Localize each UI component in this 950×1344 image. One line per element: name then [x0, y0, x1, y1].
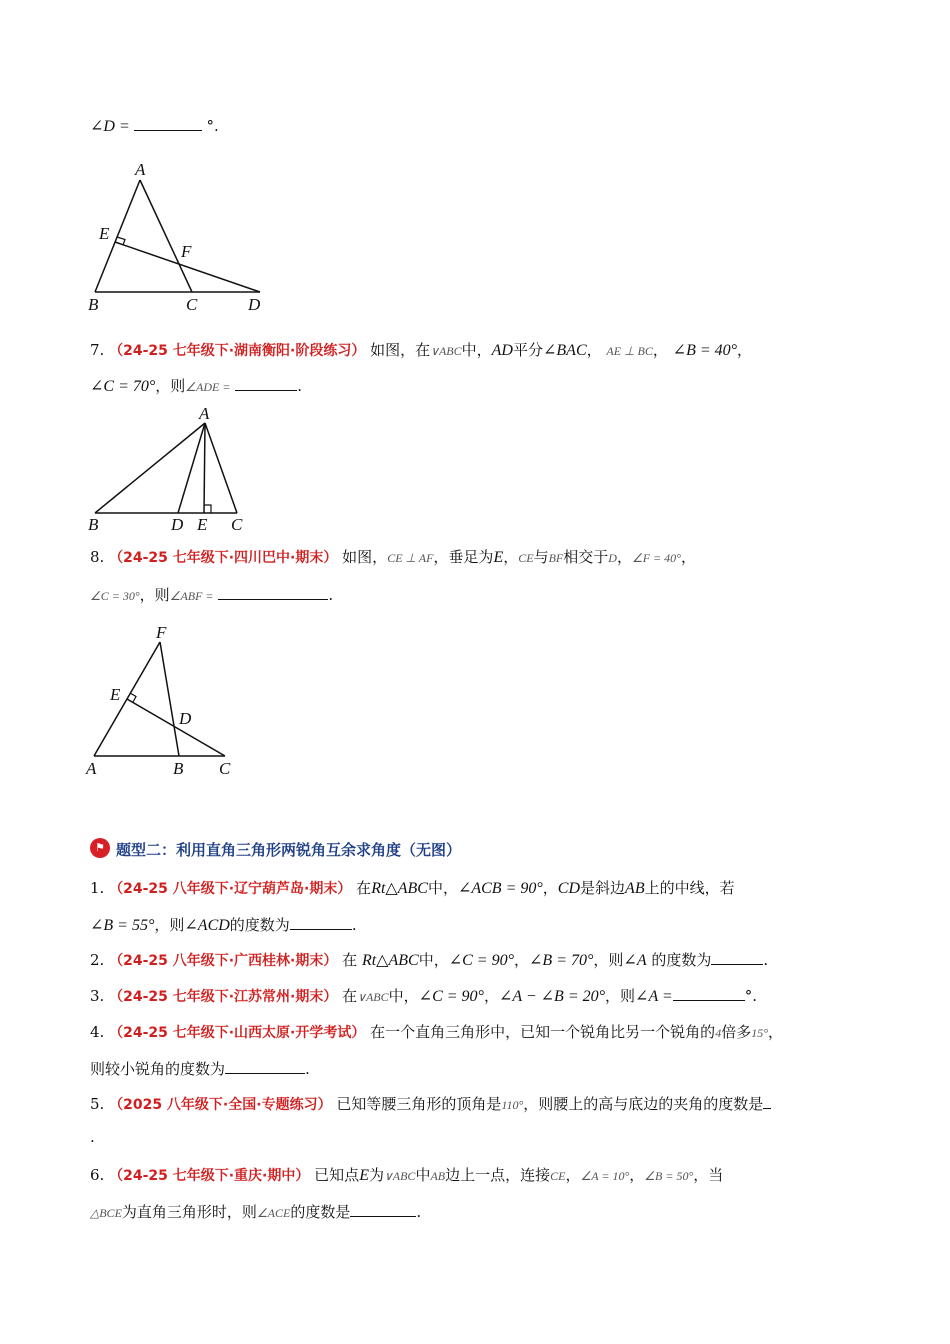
s2-question-4-line-2 [90, 1058, 310, 1079]
text: ，则 [593, 951, 624, 969]
fig2-segment-ab [95, 423, 205, 513]
math: E [359, 1167, 369, 1184]
math: △BCE [90, 1206, 122, 1220]
fig2-segment-ac [205, 423, 237, 513]
math: CD [557, 880, 581, 897]
text: ， [483, 987, 499, 1005]
fig3-label-b: B [173, 759, 184, 778]
math: 4 [715, 1026, 722, 1040]
fig1-label-f: F [181, 242, 192, 261]
answer-blank[interactable] [711, 950, 763, 965]
math: ∠ACE [256, 1206, 291, 1220]
text: ，则 [154, 916, 185, 934]
s2-question-5-line-1 [90, 1093, 771, 1114]
text: 在 [342, 987, 358, 1005]
question-source: （24-25 七年级下·四川巴中·期末） [109, 550, 338, 566]
question-8-line-1 [90, 546, 696, 567]
math: CE [518, 551, 534, 565]
text: . [416, 1203, 422, 1221]
text: °. [744, 987, 757, 1005]
text: ，则 [155, 377, 186, 395]
text: 的度数为 [229, 916, 290, 934]
fig2-label-b: B [88, 515, 99, 534]
section-title: 题型二：利用直角三角形两锐角互余求角度（无图） [116, 841, 462, 859]
s2-question-6-line-2 [90, 1201, 421, 1222]
question-source: （2025 八年级下·全国·专题练习） [109, 1097, 332, 1113]
text: ，则腰上的高与底边的夹角的度数是 [523, 1095, 764, 1113]
fig2-label-c: C [231, 515, 243, 534]
fig2-label-d: D [171, 515, 184, 534]
fig3-segment-fb [160, 642, 179, 756]
fig3-label-e: E [110, 685, 121, 704]
fig1-label-b: B [88, 295, 99, 314]
text: 中， [418, 951, 449, 969]
math: Rt△ABC [371, 880, 428, 897]
answer-blank[interactable] [673, 986, 745, 1001]
fig2-label-a: A [199, 404, 210, 423]
fig2-segment-ad [178, 423, 205, 513]
math: ∠A [623, 952, 647, 969]
text: 在一个直角三角形中，已知一个锐角比另一个锐角的 [370, 1023, 716, 1041]
question-source: （24-25 八年级下·广西桂林·期末） [109, 953, 338, 969]
text: . [328, 586, 334, 604]
question-source: （24-25 八年级下·辽宁葫芦岛·期末） [109, 881, 352, 897]
math: ∠C = 90° [448, 952, 514, 969]
text: ， [616, 548, 632, 566]
text: 则较小锐角的度数为 [90, 1060, 226, 1078]
figure-2 [80, 403, 260, 538]
text: 中， [388, 987, 419, 1005]
answer-blank[interactable] [350, 1202, 416, 1217]
math: D [608, 551, 617, 565]
text: 中， [427, 879, 458, 897]
text: ， [542, 879, 558, 897]
fig3-segment-ec [127, 699, 225, 756]
fig1-segment-ac [140, 180, 192, 292]
math: ∠ACB = 90° [457, 880, 543, 897]
math: BF [548, 551, 564, 565]
text: ， [768, 1023, 784, 1041]
question-8-line-2 [90, 584, 333, 605]
question-number: 8. [90, 548, 105, 566]
question-source: （24-25 七年级下·江苏常州·期末） [109, 989, 338, 1005]
top-answer-line [90, 116, 219, 136]
math: AD [491, 342, 513, 359]
text: 已知等腰三角形的顶角是 [336, 1095, 502, 1113]
text: 边上一点，连接 [445, 1166, 551, 1184]
math: ∠C = 30° [90, 589, 140, 603]
math: ∨ABC [430, 344, 462, 358]
degree-suffix: °. [206, 117, 219, 135]
text: ， [737, 341, 753, 359]
fig3-label-f: F [156, 623, 167, 642]
fig1-label-d: D [248, 295, 261, 314]
s2-question-4-line-1 [90, 1021, 783, 1042]
text: 在 [342, 951, 362, 969]
figure-1 [80, 158, 280, 318]
math: AE ⊥ BC [606, 344, 653, 358]
question-source: （24-25 七年级下·重庆·期中） [109, 1168, 310, 1184]
math: ∠C = 70° [90, 378, 156, 395]
answer-blank[interactable] [290, 915, 352, 930]
text: 如图，在 [370, 341, 431, 359]
text: ，当 [693, 1166, 724, 1184]
math: ∠C = 90° [418, 988, 484, 1005]
math: AB [625, 880, 645, 897]
text: . [351, 916, 357, 934]
answer-blank[interactable] [134, 116, 202, 131]
math: ∠A − ∠B = 20° [498, 988, 606, 1005]
text: 相交于 [563, 548, 609, 566]
answer-blank[interactable] [763, 1094, 771, 1109]
answer-blank[interactable] [225, 1059, 305, 1074]
math: AB [430, 1169, 446, 1183]
text: 倍多 [721, 1023, 752, 1041]
question-number: 6. [90, 1166, 105, 1184]
text: ， [514, 951, 530, 969]
text: ， [503, 548, 519, 566]
text: ，则 [139, 586, 170, 604]
text: 已知点 [314, 1166, 360, 1184]
fig3-label-a: A [86, 759, 97, 778]
math: ∠ADE = [185, 380, 231, 394]
text: 的度数为 [646, 951, 712, 969]
text: . [90, 1128, 95, 1146]
math: ∠ABF = [169, 589, 214, 603]
text: ， [586, 341, 602, 359]
fig1-label-e: E [99, 224, 110, 243]
fig2-right-angle-mark [204, 505, 211, 513]
text: 如图， [342, 548, 388, 566]
question-number: 1. [90, 879, 105, 897]
text: . [763, 951, 769, 969]
text: ，则 [605, 987, 636, 1005]
fig1-label-a: A [135, 160, 146, 179]
s2-question-6-line-1 [90, 1164, 723, 1185]
fig1-label-c: C [186, 295, 198, 314]
flag-icon: ⚑ [90, 838, 110, 858]
text: 与 [533, 548, 549, 566]
text: 为直角三角形时，则 [121, 1203, 257, 1221]
math: E [493, 549, 504, 566]
question-source: （24-25 七年级下·湖南衡阳·阶段练习） [109, 343, 366, 359]
s2-question-3 [90, 985, 757, 1006]
fig2-label-e: E [197, 515, 208, 534]
question-number: 3. [90, 987, 105, 1005]
text: ， [629, 1166, 645, 1184]
s2-question-1-line-1 [90, 877, 735, 898]
fig3-label-d: D [179, 709, 192, 728]
math: ∨ABC [357, 990, 389, 1004]
answer-blank[interactable] [218, 585, 328, 600]
text: 为 [368, 1166, 384, 1184]
text: 中 [415, 1166, 431, 1184]
math: ∠B = 50° [644, 1169, 694, 1183]
question-7-line-1 [90, 339, 752, 360]
text: 中， [461, 341, 492, 359]
math: ∠F = 40° [631, 551, 681, 565]
text: ， [565, 1166, 581, 1184]
math: ∠ACD [184, 917, 230, 934]
s2-question-5-line-2 [90, 1128, 95, 1146]
math: ∠B = 70° [529, 952, 594, 969]
math: 110° [501, 1098, 524, 1112]
s2-question-2 [90, 949, 768, 970]
text: ， [652, 341, 668, 359]
question-number: 2. [90, 951, 105, 969]
question-number: 7. [90, 341, 105, 359]
fig2-segment-ae [204, 423, 205, 513]
math: Rt△ABC [361, 952, 419, 969]
question-number: 4. [90, 1023, 105, 1041]
text: 在 [356, 879, 372, 897]
math: 15° [751, 1026, 769, 1040]
math: ∠BAC [543, 342, 587, 359]
math: ∠A = 10° [580, 1169, 630, 1183]
text: . [297, 377, 303, 395]
text: . [305, 1060, 310, 1078]
angle-d-label: ∠D = [90, 118, 134, 135]
answer-blank[interactable] [235, 376, 297, 391]
text: 平分 [512, 341, 543, 359]
math: ∠B = 40° [672, 342, 738, 359]
text: ， [680, 548, 696, 566]
text: 上的中线，若 [644, 879, 735, 897]
fig3-label-c: C [219, 759, 231, 778]
figure-3 [80, 620, 260, 785]
math: CE ⊥ AF [387, 551, 434, 565]
text: 是斜边 [580, 879, 626, 897]
question-source: （24-25 七年级下·山西太原·开学考试） [109, 1025, 366, 1041]
math: CE [550, 1169, 566, 1183]
math: ∠B = 55° [90, 917, 155, 934]
math: ∠A = [635, 988, 673, 1005]
text: 的度数是 [290, 1203, 351, 1221]
question-number: 5. [90, 1095, 105, 1113]
question-7-line-2 [90, 375, 302, 396]
s2-question-1-line-2 [90, 914, 357, 935]
math: ∨ABC [383, 1169, 416, 1183]
text: ，垂足为 [433, 548, 494, 566]
